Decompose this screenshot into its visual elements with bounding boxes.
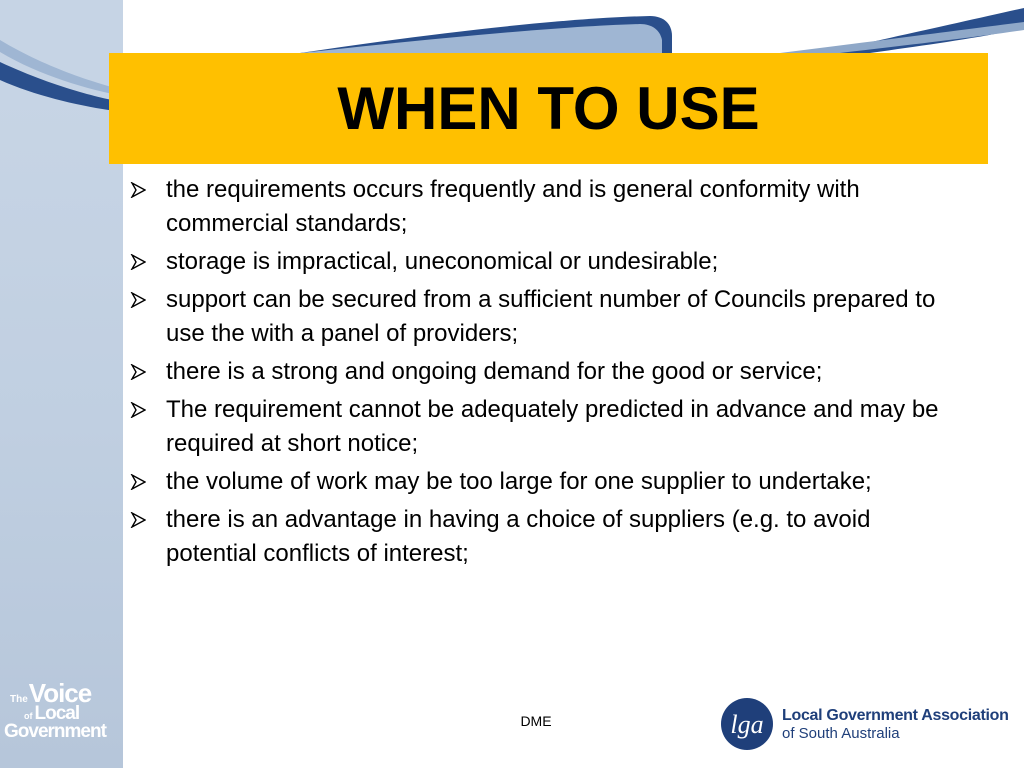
- arrowhead-bullet-icon: [130, 355, 152, 389]
- arrowhead-bullet-icon: [130, 393, 152, 427]
- lga-name-line1: Local Government Association: [782, 706, 1009, 724]
- left-decorative-band: [0, 0, 123, 768]
- logo-word-voice: Voice: [28, 678, 92, 708]
- bullet-text: storage is impractical, uneconomical or undesirable;: [166, 248, 719, 275]
- bullet-text: there is a strong and ongoing demand for the good or service;: [166, 358, 823, 385]
- bullet-text: the volume of work may be too large for one supplier to undertake;: [166, 468, 872, 495]
- bullet-item: [130, 173, 960, 241]
- lga-emblem-icon: [720, 697, 774, 751]
- logo-word-government: Government: [4, 721, 106, 742]
- logo-word-local: Local: [34, 703, 80, 724]
- bullet-text: the requirements occurs frequently and is general conformity with commercial standards;: [166, 176, 860, 237]
- bullet-item: [130, 283, 960, 351]
- bullet-item: [130, 355, 960, 389]
- footer-label: DME: [520, 713, 552, 729]
- arrowhead-bullet-icon: [130, 283, 152, 317]
- arrowhead-bullet-icon: [130, 245, 152, 279]
- arrowhead-bullet-icon: [130, 465, 152, 499]
- bullet-text: there is an advantage in having a choice of suppliers (e.g. to avoid potential conflicts of interest;: [166, 506, 871, 567]
- lga-name-line2: of South Australia: [782, 724, 900, 742]
- slide-title: WHEN TO USE: [337, 75, 760, 142]
- lga-logo: [720, 696, 1020, 752]
- voice-of-local-government-logo: [4, 680, 120, 741]
- bullet-text: support can be secured from a sufficient number of Councils prepared to use the with a panel of providers;: [166, 286, 936, 347]
- arrowhead-bullet-icon: [130, 503, 152, 537]
- bullet-item: [130, 465, 960, 499]
- bullet-item: [130, 503, 960, 571]
- bullet-text: The requirement cannot be adequately predicted in advance and may be required at short notice;: [166, 396, 939, 457]
- bullet-item: [130, 245, 960, 279]
- lga-emblem-text: lga: [730, 710, 764, 739]
- arrowhead-bullet-icon: [130, 173, 152, 207]
- logo-word-the: The: [10, 694, 28, 705]
- bullet-list: [130, 173, 960, 575]
- title-banner: [109, 53, 988, 164]
- logo-word-of: of: [24, 711, 33, 721]
- bullet-item: [130, 393, 960, 461]
